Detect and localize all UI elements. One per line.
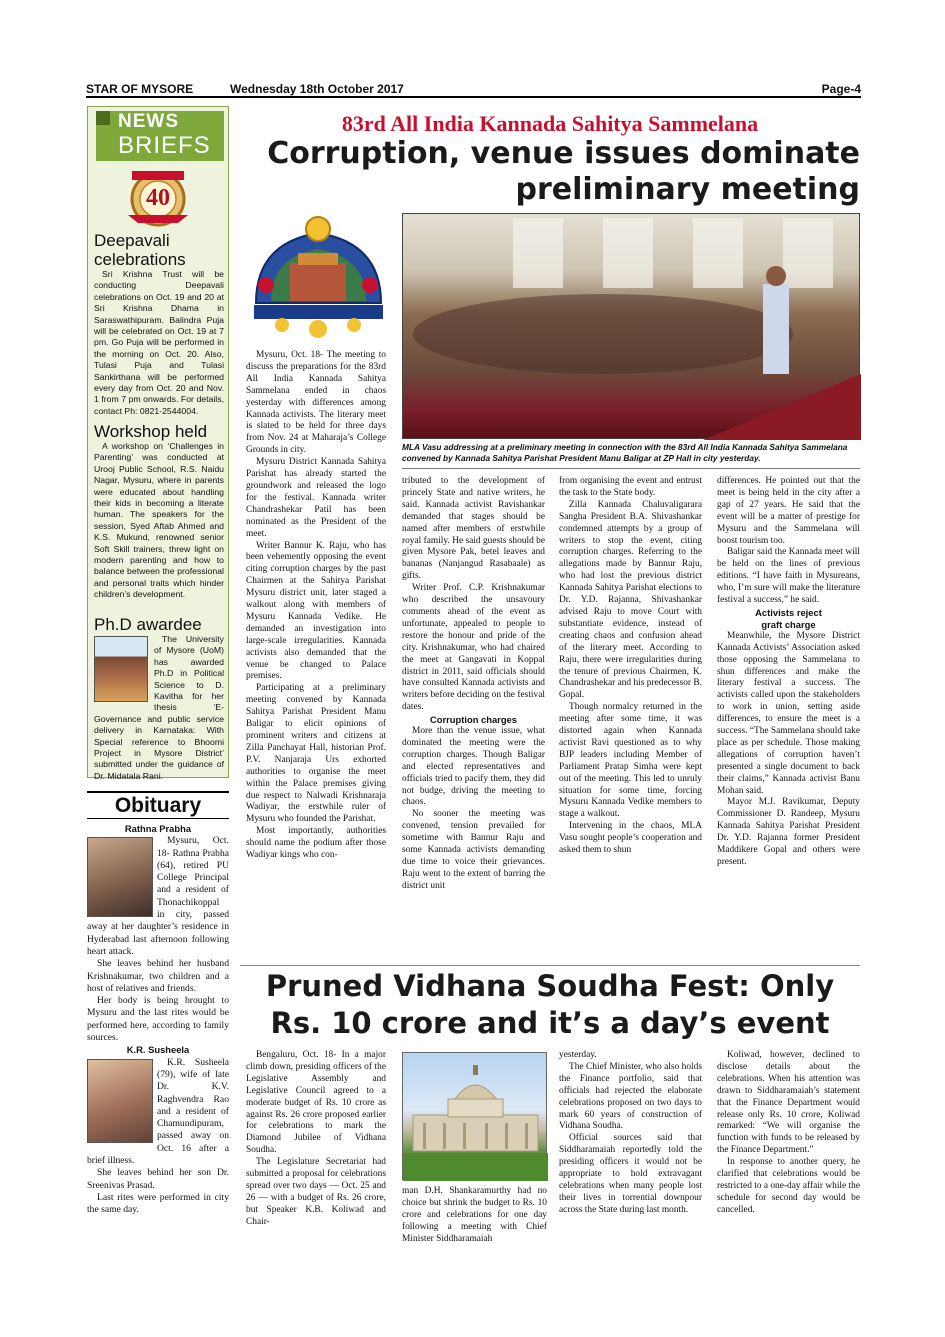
news-briefs-title-2: BRIEFS bbox=[118, 132, 211, 159]
story2-paragraph: Official sources said that Siddharamaiah reportedly told the presiding officers it would not be appropriate to hold extravagant celebrations when many people lost their lives in torrential downpour across the State during last month. bbox=[559, 1133, 702, 1215]
brief-body: Sri Krishna Trust will be conducting Deepavali celebrations on Oct. 19 and 20 at Sri Krishna Dhama in Saraswathipuram. Balindra Puja will be celebrated on Oct. 19 at 7 pm. Go Puja will be performed in the morning on Oct. 20. Also, Tulasi Puja and Tulasi Sankirthana will be performed every day from Oct. 20 and Nov. 1 from 7 pm onwards. For details, contact Ph: 0821-2544004. bbox=[94, 269, 224, 416]
sammelana-logo bbox=[246, 213, 391, 343]
story2-paragraph: The Chief Minister, who also holds the Finance portfolio, said that officials had rejected the elaborate celebrations proposed on two days to mark 60 years of construction of Vidhana Soudha. bbox=[559, 1061, 702, 1132]
brief-deepavali bbox=[94, 231, 224, 417]
obituary-name: Rathna Prabha bbox=[124, 823, 192, 834]
meeting-photo-illustration bbox=[403, 214, 861, 440]
story1-paragraph: Mysuru, Oct. 18- The meeting to discuss the preparations for the 83rd All India Kannada Sahitya Sammelana ended in chaos yesterday with differences among Kannada activists. The literary meet is slated to be held for three days from Nov. 24 at Maharaja’s College Grounds in city. bbox=[246, 350, 386, 456]
story2-paragraph: The Legislature Secretariat had submitted a proposal for celebrations spread over two days — Oct. 25 and 26 — with a budget of Rs. 26 crore, but Speaker K.B. Koliwad and Chair- bbox=[246, 1157, 386, 1227]
story1-headline-line2: preliminary meeting bbox=[515, 172, 860, 207]
sammelana-emblem-icon bbox=[246, 213, 391, 343]
story2-paragraph: Koliwad, however, declined to disclose details about the celebrations. When his attention was drawn to Siddharamaiah’s statement that the Finance Department would release only Rs. 10 crore, Koliwad remarked: “We will organise the function with funds to be released by the Finance Department.” bbox=[717, 1050, 860, 1156]
story1-paragraph: Meanwhile, the Mysore District Kannada Activists’ Association asked those opposing the Sammelana to shun differences and make the literary festival a success. The activists called upon the stakeholders to work in union, setting aside differences, to ensure the meet is a success. “The Sammelana should take place as per schedule. Those making allegations of corruption haven’t presented a single document to back their claims,” Kannada activist Banu Mohan said. bbox=[717, 630, 860, 796]
obituary-column bbox=[87, 823, 229, 1263]
obituary-text: Last rites were performed in city the same day. bbox=[87, 1191, 229, 1216]
story1-subheading: Corruption charges bbox=[430, 714, 517, 726]
story1-subheading: Activists reject bbox=[755, 606, 822, 618]
news-briefs-banner bbox=[96, 111, 224, 161]
story1-subheading: graft charge bbox=[761, 618, 816, 630]
story2-headline-line2: Rs. 10 crore and it’s a day’s event bbox=[270, 1006, 830, 1040]
story1-paragraph: Intervening in the chaos, MLA Vasu sought people’s cooperation and asked them to shun bbox=[559, 821, 702, 856]
story1-column-1 bbox=[246, 350, 386, 962]
obituary-text: Mysuru, Oct. 18- Rathna Prabha (64), retired PU College Principal and a resident of Thonachikoppal in city, passed away at her daughter’s residence in Hyderabad last afternoon following heart attack. bbox=[87, 835, 229, 957]
story2-headline bbox=[240, 968, 860, 1042]
page-header bbox=[86, 80, 861, 98]
news-briefs-sidebar bbox=[87, 106, 229, 781]
obituary-name: K.R. Susheela bbox=[126, 1044, 190, 1056]
story1-paragraph: differences. He pointed out that the meet is being held in the city after a gap of 27 years. He said that the event will be a matter of prestige for Mysuru and the Sammelana will boost tourism too. bbox=[717, 476, 860, 546]
susheela-photo bbox=[87, 1059, 153, 1143]
vidhana-soudha-illustration bbox=[403, 1053, 548, 1181]
logo-number: 40 bbox=[146, 185, 170, 211]
story1-paragraph: from organising the event and entrust the task to the State body. bbox=[559, 476, 702, 498]
story1-paragraph: More than the venue issue, what dominated the meeting were the corruption charges. Though Baligar and elected representatives and officials tried to pacify them, they did not budge, driving the meeting to chaos. bbox=[402, 726, 545, 808]
meeting-photo bbox=[402, 213, 860, 439]
brief-title: Workshop held bbox=[94, 422, 208, 441]
meeting-photo-caption: MLA Vasu addressing at a preliminary meeting in connection with the 83rd All India Kannada Sahitya Sammelana convened by Kannada Sahitya Parishat President Manu Baligar at ZP Hall in city yesterday. bbox=[402, 442, 848, 463]
kavitha-photo bbox=[94, 636, 148, 702]
story1-paragraph: Participating at a preliminary meeting convened by Kannada Sahitya Parishat President Manu Baligar to elicit opinions of prominent writers and citizens at Zilla Panchayat Hall, historian Prof. P.V. Nanjaraja Urs exhorted authorities to organise the meet within the Palace premises giving due respect to Nalwadi Krishnaraja Wadiyar, the erstwhile ruler of Mysuru who founded the Parishat. bbox=[246, 683, 386, 825]
story1-paragraph: Though normalcy returned in the meeting after some time, it was distorted again when Kannada activist Ravi questioned as to why BJP leaders including Member of Parliament Pratap Simha were kept out of the meeting. This led to unruly situation for some time, forcing Mysuru Kannada Vedike members to stage a walkout. bbox=[559, 702, 702, 820]
story1-paragraph: Most importantly, authorities should name the podium after those Wadiyar kings who con- bbox=[246, 826, 386, 861]
news-briefs-title-1: NEWS bbox=[118, 111, 179, 132]
obituary-text: She leaves behind her son Dr. Sreenivas Prasad. bbox=[87, 1167, 229, 1191]
vidhana-soudha-photo bbox=[402, 1052, 547, 1180]
story2-headline-line1: Pruned Vidhana Soudha Fest: Only bbox=[265, 969, 835, 1003]
story1-paragraph: Writer Bannur K. Raju, who has been vehemently opposing the event citing corruption charges by the past Chairmen at the Sahitya Parishat Mysuru district unit, later staged a walkout along with members of Mysuru Kannada Vedike. He demanded an investigation into large-scale irregularities. Kannada activists also demanded that the venue be changed to Palace premises. bbox=[246, 540, 386, 682]
story1-column-3 bbox=[559, 476, 702, 962]
story1-column-4 bbox=[717, 476, 860, 962]
rathna-prabha-photo bbox=[87, 837, 153, 917]
story1-paragraph: No sooner the meeting was convened, tension prevailed for sometime with Bannur Raju and some Kannada activists demanding due time to voice their grievances. Raju went to the extent of barring the district unit bbox=[402, 809, 545, 891]
story2-paragraph: Bengaluru, Oct. 18- In a major climb down, presiding officers of the Legislative Assembly and Legislative Council agreed to a moderate budget of Rs. 10 crore as against Rs. 26 crore proposed earlier for celebrations to mark the Diamond Jubilee of Vidhana Soudha. bbox=[246, 1050, 386, 1156]
story1-paragraph: Mysuru District Kannada Sahitya Parishat has already started the groundwork and released the logo for the festival. Kannada writer Chandrashekar Patil has been nominated as the President of the meet. bbox=[246, 457, 386, 539]
story2-column-1 bbox=[246, 1050, 386, 1260]
banner-corner bbox=[96, 111, 110, 125]
brief-title: Ph.D awardee bbox=[94, 615, 202, 634]
story2-column-2 bbox=[402, 1186, 547, 1262]
story1-paragraph: Baligar said the Kannada meet will be held on the lines of previous editions. “I have faith in Mysureans, who, I’m sure will make the literature festival a success,” he said. bbox=[717, 547, 860, 606]
story1-paragraph: Mayor M.J. Ravikumar, Deputy Commissioner D. Randeep, Mysuru Kannada Sahitya Parishat President Dr. Y.D. Rajanna former President Maddikere Gopal and others were present. bbox=[717, 797, 860, 867]
obituary-text: K.R. Susheela (79), wife of late Dr. K.V. Raghvendra Rao and a resident of Chamundipuram, passed away on Oct. 16 after a brief illness. bbox=[87, 1056, 229, 1167]
story1-headline bbox=[240, 136, 860, 208]
story2-rule bbox=[240, 965, 860, 966]
story2-column-3 bbox=[559, 1050, 702, 1260]
brief-phd bbox=[94, 615, 224, 782]
issue-date: Wednesday 18th October 2017 bbox=[230, 82, 404, 96]
story1-paragraph: Writer Prof. C.P. Krishnakumar who described the unsavoury comments ahead of the event as unfortunate, appealed to people to restore the honour and pride of the city. Krishnakumar, who had chaired the meet at Gangavati in Koppal district in 2011, said officials should have consulted Kannada activists and writers before deciding on the festival dates. bbox=[402, 583, 545, 713]
brief-title: Deepavali celebrations bbox=[94, 231, 186, 269]
brief-body: The University of Mysore (UoM) has awarded Ph.D in Political Science to D. Kavitha for her thesis ‘E-Governance and public service delivery in Karnataka: With Special reference to Bhoomi Project in Mysore District’ submitted under the guidance of Dr. Midatala Rani. bbox=[94, 634, 224, 781]
story1-kicker: 83rd All India Kannada Sahitya Sammelana bbox=[341, 111, 759, 136]
obituary-text: She leaves behind her husband Krishnakumar, two children and a host of relatives and friends. bbox=[87, 958, 229, 994]
page-number: Page-4 bbox=[821, 82, 861, 96]
brief-workshop bbox=[94, 422, 224, 601]
story2-paragraph: yesterday. bbox=[559, 1050, 597, 1060]
anniversary-logo bbox=[118, 165, 198, 231]
story1-headline-line1: Corruption, venue issues dominate bbox=[267, 136, 860, 171]
obituary-title: Obituary bbox=[87, 791, 229, 819]
paper-name: STAR OF MYSORE bbox=[86, 82, 194, 96]
story1-paragraph: Zilla Kannada Chaluvaligarara Sangha President B.A. Shivashankar condemned attempts by a group of writers to stop the event, citing corruption charges. Referring to the allegations made by Bannur Raju, who had lost the previous district Kannada Sahitya Parishat elections to Dr. Y.D. Rajanna, Shivashankar advised Raju to move Court with substantiate evidence, instead of creating chaos and confusion ahead of the literary meet. According to Raju, there were irregularities during the tenure of previous Chairmen, K. Chandrashekar and his predecessor B. Gopal. bbox=[559, 499, 702, 701]
story1-column-2 bbox=[402, 476, 545, 962]
story2-paragraph: In response to another query, he clarified that celebrations would be restricted to a one-day affair while the schedule for second day would be cancelled. bbox=[717, 1157, 860, 1215]
story2-column-4 bbox=[717, 1050, 860, 1260]
brief-body: A workshop on ‘Challenges in Parenting’ was conducted at Urooj Public School, R.S. Naidu Nagar, Mysuru, where in parents were educated about handling their kids in becoming a literate human. The speakers for the session, Syed Aftab Ahmed and K.S. Mukund, renowned senior Soft Skill trainers, threw light on modern parenting and how to balance between the professional and personal traits which hinder children’s development. bbox=[94, 441, 224, 600]
obituary-text: Her body is being brought to Mysuru and the last rites would be performed here, according to family sources. bbox=[87, 995, 229, 1044]
story1-paragraph: tributed to the development of princely State and native writers, he said. Kannada activist Ravishankar demanded that stages should be named after members of erstwhile royal family. He said guests should be given Mysore Pak, betel leaves and bananas (Nanjangud Rasabaale) as gifts. bbox=[402, 476, 545, 582]
story2-paragraph: man D.H. Shankaramurthy had no choice but shrink the budget to Rs. 10 crore and celebrations for one day following a meeting with Chief Minister Siddharamaiah bbox=[402, 1186, 547, 1244]
caption-rule bbox=[402, 468, 860, 469]
